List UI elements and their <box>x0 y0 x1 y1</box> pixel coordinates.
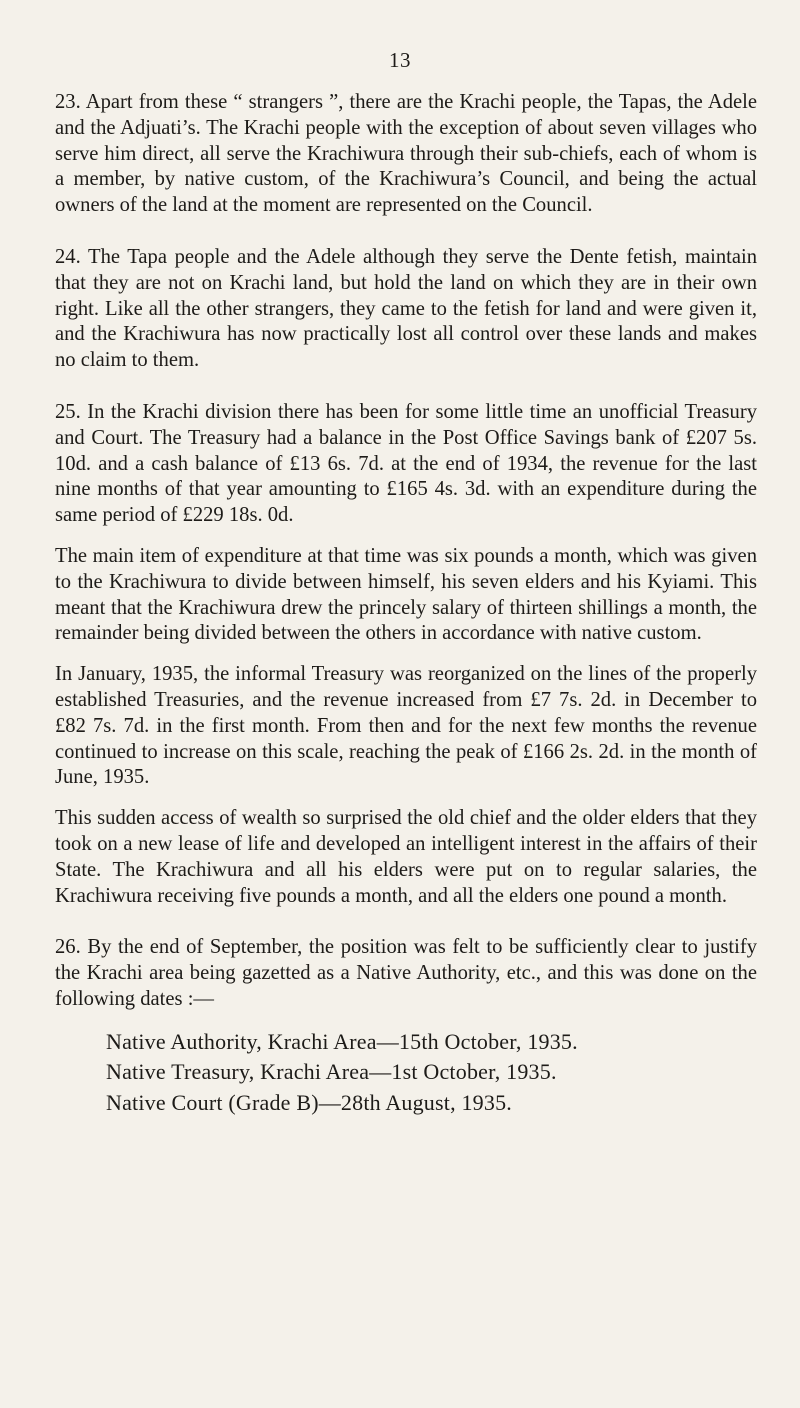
paragraph-23: 23. Apart from these “ strangers ”, there are the Krachi people, the Tapas, the Adele and the Adjuati’s. The Krachi people with the exception of about seven villages who serve him direct, all serve the Krachiwura through their sub-chiefs, each of whom is a member, by native custom, of the Krachiwura’s Council, and being the actual owners of the land at the moment are represented on the Council. <box>55 91 757 217</box>
paragraph-25-expenditure: The main item of expenditure at that time was six pounds a month, which was given to the Krachiwura to divide between himself, his seven elders and his Kyiami. This meant that the Krachiwura drew the princely salary of thirteen shillings a month, the remainder being divided between the others in accordance with native custom. <box>55 544 757 645</box>
date-native-authority: Native Authority, Krachi Area—15th October, 1935. <box>106 1028 578 1054</box>
paragraph-25-reorganization: In January, 1935, the informal Treasury was reorganized on the lines of the properly established Treasuries, and the revenue increased from £7 7s. 2d. in December to £82 7s. 7d. in the first month. From then and for the next few months the revenue continued to increase on this scale, reaching the peak of £166 2s. 2d. in the month of June, 1935. <box>55 663 757 789</box>
paragraph-25-wealth: This sudden access of wealth so surprised the old chief and the older elders that they took on a new lease of life and developed an intelligent interest in the affairs of their State. The Krachiwura and all his elders were put on to regular salaries, the Krachiwura receiving five pounds a month, and all the elders one pound a month. <box>55 807 757 907</box>
date-native-treasury: Native Treasury, Krachi Area—1st October, 1935. <box>106 1059 557 1085</box>
paragraph-24: 24. The Tapa people and the Adele although they serve the Dente fetish, maintain that they are not on Krachi land, but hold the land on which they are in their own right. Like all the other strangers, they came to the fetish for land and were given it, and the Krachiwura has now practically lost all control over these lands and makes no claim to them. <box>55 245 757 372</box>
paragraph-26: 26. By the end of September, the position was felt to be sufficiently clear to justify the Krachi area being gazetted as a Native Authority, etc., and this was done on the following dates :— <box>55 936 757 1010</box>
date-native-court: Native Court (Grade B)—28th August, 1935. <box>106 1089 512 1115</box>
page-number: 13 <box>389 48 411 72</box>
paragraph-25: 25. In the Krachi division there has been for some little time an unofficial Treasury and Court. The Treasury had a balance in the Post Office Savings bank of £207 5s. 10d. and a cash balance of £13 6s. 7d. at the end of 1934, the revenue for the last nine months of that year amounting to £165 4s. 3d. with an expenditure during the same period of £229 18s. 0d. <box>55 400 757 527</box>
gazette-dates-list <box>55 1027 757 1119</box>
body-text <box>55 90 757 1118</box>
